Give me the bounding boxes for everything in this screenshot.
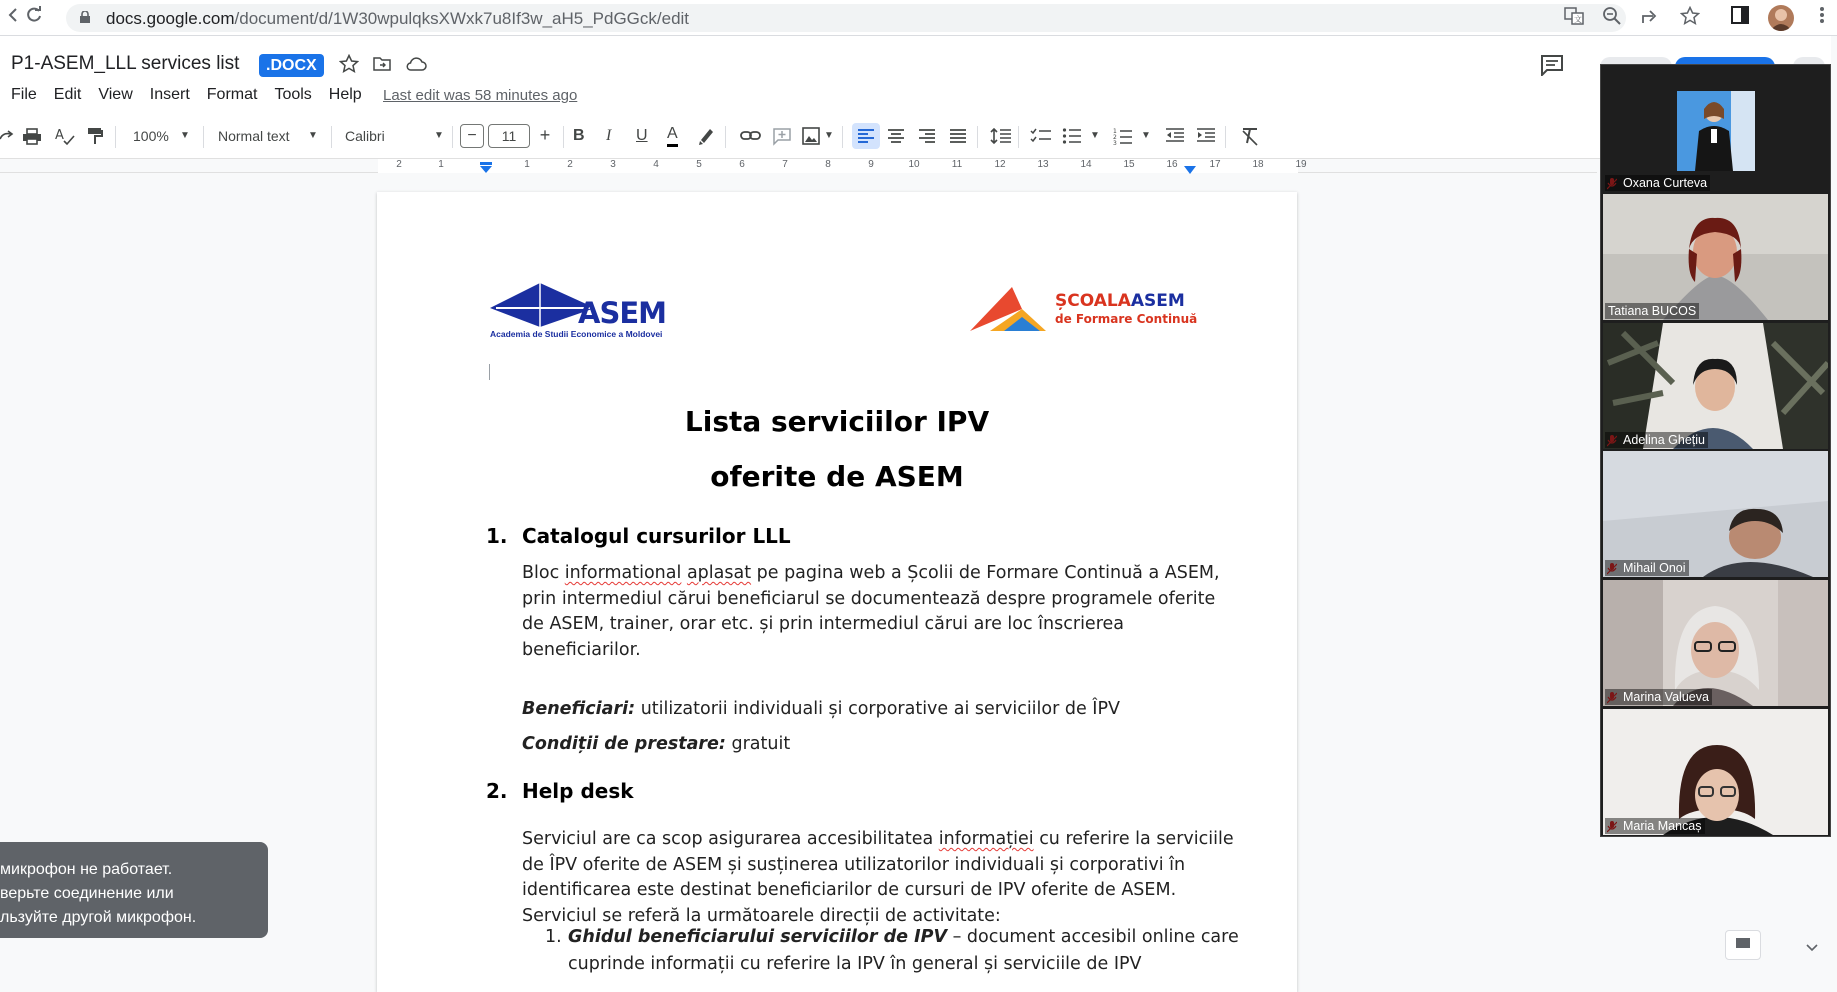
participant-video: [1603, 194, 1828, 320]
reload-icon[interactable]: [22, 6, 46, 30]
comments-icon[interactable]: [1540, 54, 1564, 81]
side-panel-icon[interactable]: [1728, 6, 1752, 30]
docs-header: [0, 36, 1837, 114]
svg-text:文: 文: [1574, 15, 1582, 24]
toast-line: верьте соединение или: [0, 885, 174, 902]
chevron-down-icon[interactable]: [1806, 940, 1818, 958]
svg-text:A: A: [55, 128, 64, 143]
chevron-down-icon: ▼: [180, 130, 190, 141]
ruler-number: 8: [825, 159, 831, 170]
participant-name: Mihail Onoi: [1605, 560, 1689, 576]
ruler-track: [378, 159, 1298, 173]
menu-edit[interactable]: Edit: [53, 86, 82, 103]
participant-name: Marina Valueva: [1605, 689, 1712, 705]
bookmark-star-icon[interactable]: [1678, 6, 1702, 30]
participant-name: Tatiana BUCOS: [1605, 303, 1699, 319]
ruler-number: 4: [653, 159, 659, 170]
menu-format[interactable]: Format: [206, 86, 258, 103]
zoom-icon[interactable]: [1600, 6, 1624, 30]
spelling-error[interactable]: informational: [564, 563, 682, 583]
share-icon[interactable]: [1638, 6, 1662, 30]
asem-logo: [490, 283, 670, 343]
video-gallery-panel: [1600, 64, 1831, 837]
ruler-number: 17: [1209, 159, 1221, 170]
ruler-number: 12: [994, 159, 1006, 170]
menu-file[interactable]: File: [11, 86, 37, 103]
docx-badge: .DOCX: [259, 54, 324, 77]
translate-icon[interactable]: [1562, 6, 1586, 30]
highlight-icon[interactable]: [697, 123, 715, 149]
add-comment-icon[interactable]: [772, 123, 792, 149]
ruler-number: 1: [438, 159, 444, 170]
toast-line: микрофон не работает.: [0, 861, 173, 878]
participant-tile[interactable]: [1603, 323, 1828, 449]
cursor-marker: [489, 364, 490, 380]
beneficiaries-line: Beneficiari: utilizatorii individuali și corporative ai serviciilor de ÎPV: [522, 699, 1120, 719]
scoala-asem-title: ȘCOALAASEM: [1055, 291, 1185, 311]
participant-name: Maria Mancaș: [1605, 818, 1705, 834]
asem-logo-text: ASEM: [578, 296, 666, 330]
move-folder-icon[interactable]: [372, 54, 394, 76]
participant-video: [1677, 91, 1755, 171]
ruler-number: 13: [1037, 159, 1049, 170]
chevron-down-icon: ▼: [824, 130, 834, 141]
spellcheck-icon[interactable]: [55, 123, 75, 149]
line-spacing-icon[interactable]: [990, 123, 1012, 149]
ruler-number: 2: [567, 159, 573, 170]
participant-tile[interactable]: [1603, 451, 1828, 577]
svg-text:3: 3: [1113, 140, 1117, 147]
checklist-icon[interactable]: [1030, 123, 1052, 149]
ruler-number: 7: [782, 159, 788, 170]
participant-name: Oxana Curteva: [1605, 175, 1710, 191]
section-number: 1.: [486, 524, 508, 548]
scoala-asem-logo: [970, 287, 1200, 337]
participant-tile[interactable]: [1603, 580, 1828, 706]
link-icon[interactable]: [740, 123, 762, 149]
section-paragraph: Bloc informational aplasat pe pagina web a Școlii de Formare Continuă a ASEM, prin intermediul cărui beneficiarul se documentează despre programele oferite de ASEM, trainer, orar etc. și prin intermediul cărui are loc înscrierea beneficiarilor.: [522, 563, 1220, 660]
section-heading: Catalogul cursurilor LLL: [522, 524, 791, 548]
ruler-number: 14: [1080, 159, 1092, 170]
numbered-list-icon[interactable]: [1113, 123, 1153, 149]
print-icon[interactable]: [22, 123, 42, 149]
section-heading: Help desk: [522, 779, 634, 803]
ruler-number: 3: [610, 159, 616, 170]
decrease-font-size-button[interactable]: −: [460, 124, 484, 148]
participant-name: Adelina Ghețiu: [1605, 432, 1708, 448]
clear-formatting-icon[interactable]: [1240, 123, 1260, 149]
menu-tools[interactable]: Tools: [274, 86, 312, 103]
toast-line: льзуйте другой микрофон.: [0, 909, 197, 926]
doc-heading-line-2: oferite de ASEM: [710, 460, 964, 493]
spelling-error[interactable]: informației: [938, 829, 1034, 849]
underline-button[interactable]: U: [636, 127, 648, 144]
bold-button[interactable]: B: [573, 127, 585, 144]
section-number: 2.: [486, 779, 508, 803]
ruler-number: 9: [868, 159, 874, 170]
menu-insert[interactable]: Insert: [149, 86, 190, 103]
browser-toolbar: [0, 0, 1837, 36]
zoom-select[interactable]: 100% ▼: [133, 123, 193, 149]
list-item-number: 1.: [545, 927, 562, 947]
participant-tile[interactable]: [1603, 709, 1828, 835]
chevron-down-icon: ▼: [1141, 130, 1151, 141]
align-center-icon[interactable]: [887, 123, 905, 149]
last-edit-link[interactable]: Last edit was 58 minutes ago: [383, 87, 578, 104]
list-item-continued: cuprinde informații cu referire la IPV în general și serviciile de IPV: [568, 954, 1142, 974]
ruler-number: 5: [696, 159, 702, 170]
address-bar[interactable]: [66, 4, 1626, 32]
ruler-number: 16: [1166, 159, 1178, 170]
align-left-icon[interactable]: [852, 123, 880, 149]
paragraph-style-select[interactable]: Normal text ▼: [218, 123, 318, 149]
profile-avatar[interactable]: [1768, 5, 1794, 31]
font-select[interactable]: Calibri ▼: [345, 123, 445, 149]
font-size-input[interactable]: 11: [488, 124, 530, 148]
increase-font-size-button[interactable]: +: [539, 125, 551, 145]
svg-text:2: 2: [1113, 134, 1117, 141]
increase-indent-icon[interactable]: [1196, 123, 1216, 149]
participant-video: [1603, 580, 1828, 706]
participant-video: [1603, 451, 1828, 577]
ruler-number: 2: [396, 159, 402, 170]
ruler-number: 18: [1252, 159, 1264, 170]
participant-tile[interactable]: [1603, 66, 1828, 192]
participant-tile-active-speaker[interactable]: [1603, 194, 1828, 320]
paint-format-icon[interactable]: [87, 123, 103, 149]
star-icon[interactable]: [339, 54, 361, 76]
spelling-error[interactable]: aplasat: [686, 563, 752, 583]
italic-button[interactable]: I: [606, 127, 612, 144]
more-vert-icon[interactable]: [1810, 6, 1834, 30]
svg-text:1: 1: [1113, 128, 1117, 135]
mic-warning-toast: [0, 842, 268, 938]
chevron-down-icon: ▼: [308, 130, 318, 141]
insert-image-icon[interactable]: [802, 123, 834, 149]
menu-help[interactable]: Help: [328, 86, 362, 103]
participant-video: [1603, 709, 1828, 835]
formatting-toolbar: [0, 114, 1837, 159]
redo-icon[interactable]: [0, 123, 14, 149]
justify-icon[interactable]: [949, 123, 967, 149]
side-strip: [1831, 36, 1837, 957]
chevron-down-icon: ▼: [434, 130, 444, 141]
ruler-number: 6: [739, 159, 745, 170]
conditions-line: Condiții de prestare: gratuit: [522, 734, 791, 754]
bulleted-list-icon[interactable]: [1062, 123, 1102, 149]
menu-view[interactable]: View: [98, 86, 133, 103]
ruler-number: 11: [951, 159, 963, 170]
text-color-button[interactable]: A: [667, 123, 678, 147]
ruler-number: 10: [908, 159, 920, 170]
ruler-number: 15: [1123, 159, 1135, 170]
section-paragraph: Serviciul are ca scop asigurarea accesibilitatea informației cu referire la serviciile de ÎPV oferite de ASEM și susținerea utilizatorilor individuali și corporativi în identificarea este destinat beneficiarilor de cursuri de IPV oferite de ASEM. Serviciul se referă la următoarele direcții de activitate:: [522, 829, 1234, 926]
decrease-indent-icon[interactable]: [1165, 123, 1185, 149]
ruler-number: 19: [1295, 159, 1307, 170]
align-right-icon[interactable]: [918, 123, 936, 149]
asem-logo-subtitle: Academia de Studii Economice a Moldovei: [490, 329, 663, 339]
menu-bar: [11, 86, 379, 104]
url-text: docs.google.com/document/d/1W30wpulqksXWxk7u8If3w_aH5_PdGGck/edit: [106, 9, 690, 28]
document-page[interactable]: [377, 192, 1297, 992]
ruler-number: 1: [524, 159, 530, 170]
doc-heading-line-1: Lista serviciilor IPV: [684, 405, 990, 438]
list-item: Ghidul beneficiarului serviciilor de IPV – document accesibil online care: [568, 927, 1239, 947]
chevron-down-icon: ▼: [1090, 130, 1100, 141]
participant-video: [1603, 323, 1828, 449]
ruler: [0, 159, 1597, 173]
cloud-saved-icon[interactable]: [405, 54, 427, 76]
scoala-asem-subtitle: de Formare Continuă: [1055, 312, 1198, 326]
explore-button[interactable]: [1725, 930, 1761, 960]
lock-icon: [80, 11, 90, 23]
document-title[interactable]: P1-ASEM_LLL services list: [11, 53, 240, 74]
